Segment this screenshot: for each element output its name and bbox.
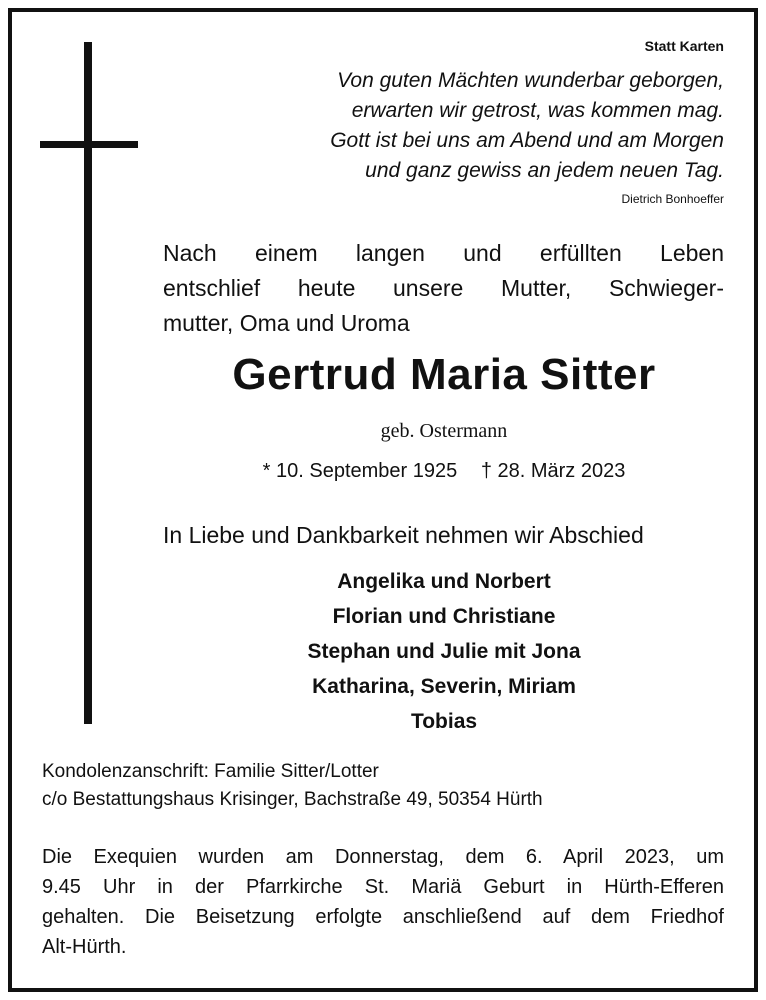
deceased-name: Gertrud Maria Sitter (232, 350, 656, 399)
farewell-text: In Liebe und Dankbarkeit nehmen wir Abschied (163, 522, 644, 548)
exequien-line: 9.45 Uhr in der Pfarrkirche St. Mariä Geburt in Hürth-Efferen (42, 876, 724, 898)
intro-line: Nach einem langen und erfüllten Leben (163, 240, 724, 266)
condolence-line: Kondolenzanschrift: Familie Sitter/Lotter (42, 761, 379, 782)
poem-line: Von guten Mächten wunderbar geborgen, (337, 69, 724, 92)
exequien-line: Alt-Hürth. (42, 936, 127, 958)
cross-icon-bar (40, 141, 138, 148)
birth-date: * 10. September 1925 (262, 460, 458, 482)
exequien-text (42, 842, 724, 962)
poem-line: erwarten wir getrost, was kommen mag. (351, 99, 724, 122)
intro-line: mutter, Oma und Uroma (163, 310, 410, 336)
poem-line: und ganz gewiss an jedem neuen Tag. (365, 159, 724, 182)
exequien-line: Die Exequien wurden am Donnerstag, dem 6. April 2023, um (42, 846, 724, 868)
poem-author: Dietrich Bonhoeffer (621, 192, 724, 206)
life-dates (150, 460, 738, 483)
family-member: Tobias (410, 710, 478, 733)
intro-line: entschlief heute unsere Mutter, Schwieger- (163, 275, 724, 301)
birth-name: geb. Ostermann (380, 420, 508, 442)
family-member: Florian und Christiane (332, 605, 556, 628)
family-list (150, 564, 738, 739)
condolence-line: c/o Bestattungshaus Krisinger, Bachstraße 49, 50354 Hürth (42, 789, 543, 810)
family-member: Angelika und Norbert (337, 570, 551, 593)
family-member: Katharina, Severin, Miriam (312, 675, 576, 698)
poem (204, 66, 724, 186)
family-member: Stephan und Julie mit Jona (307, 640, 581, 663)
condolence-address (42, 758, 722, 814)
statt-karten-label: Statt Karten (644, 38, 724, 54)
death-date: † 28. März 2023 (480, 460, 626, 482)
intro-text (163, 236, 724, 341)
exequien-line: gehalten. Die Beisetzung erfolgte anschließend auf dem Friedhof (42, 906, 724, 928)
poem-line: Gott ist bei uns am Abend und am Morgen (330, 129, 724, 152)
